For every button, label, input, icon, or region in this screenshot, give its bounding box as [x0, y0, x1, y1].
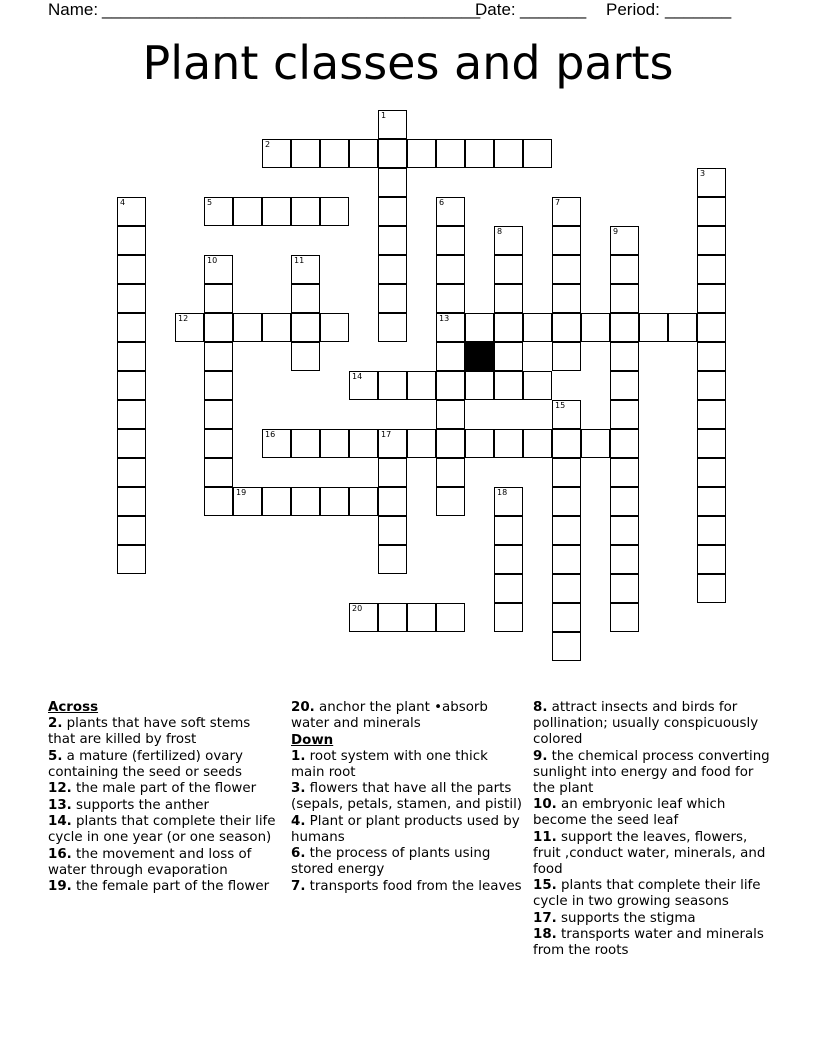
clue-text: anchor the plant •absorb water and minerals [291, 700, 488, 731]
clue-text: transports water and minerals from the roots [533, 927, 764, 958]
grid-cell[interactable] [610, 516, 639, 545]
clue-item [291, 814, 523, 846]
grid-cell[interactable] [610, 574, 639, 603]
grid-cell[interactable] [697, 545, 726, 574]
period-line[interactable]: _______ [665, 0, 732, 19]
grid-cell[interactable] [494, 603, 523, 632]
clue-number: 18 [497, 488, 508, 497]
grid-cell[interactable] [262, 487, 291, 516]
grid-cell[interactable] [610, 313, 639, 342]
grid-cell[interactable] [697, 516, 726, 545]
grid-cell[interactable] [262, 139, 291, 168]
grid-cell[interactable] [349, 371, 378, 400]
grid-cell[interactable] [697, 168, 726, 197]
grid-cell[interactable] [117, 487, 146, 516]
grid-cell[interactable] [552, 255, 581, 284]
clue-number: 12 [178, 314, 189, 323]
grid-cell[interactable] [581, 429, 610, 458]
grid-cell[interactable] [697, 284, 726, 313]
clue-item [48, 814, 280, 846]
clue-item [533, 927, 773, 959]
clue-text: the chemical process converting sunlight into energy and food for the plant [533, 748, 770, 796]
grid-cell[interactable] [204, 342, 233, 371]
clue-item [291, 749, 523, 781]
grid-cell[interactable] [117, 313, 146, 342]
grid-cell[interactable] [436, 487, 465, 516]
grid-cell[interactable] [697, 487, 726, 516]
grid-cell[interactable] [523, 371, 552, 400]
clue-number: 16 [265, 430, 276, 439]
clue-item [291, 781, 523, 813]
grid-cell[interactable] [407, 429, 436, 458]
date-line[interactable]: _______ [520, 0, 587, 19]
grid-cell[interactable] [610, 603, 639, 632]
grid-cell[interactable] [175, 313, 204, 342]
clue-text: supports the stigma [561, 910, 696, 926]
grid-cell[interactable] [117, 284, 146, 313]
grid-cell[interactable] [436, 429, 465, 458]
grid-cell[interactable] [204, 371, 233, 400]
grid-cell[interactable] [697, 371, 726, 400]
grid-cell[interactable] [262, 313, 291, 342]
grid-cell[interactable] [291, 284, 320, 313]
clue-number: 9. [533, 748, 548, 764]
name-label: Name: [48, 0, 99, 19]
grid-cell[interactable] [204, 429, 233, 458]
grid-cell[interactable] [117, 371, 146, 400]
clue-item [291, 879, 523, 895]
grid-cell[interactable] [117, 226, 146, 255]
clue-number: 19 [236, 488, 247, 497]
clue-text: root system with one thick main root [291, 748, 488, 780]
grid-cell[interactable] [378, 429, 407, 458]
grid-cell[interactable] [378, 168, 407, 197]
name-line[interactable]: ________________________________________ [102, 0, 481, 19]
grid-cell[interactable] [552, 545, 581, 574]
clue-number: 10 [207, 256, 218, 265]
grid-cell[interactable] [552, 574, 581, 603]
grid-cell[interactable] [204, 255, 233, 284]
grid-cell[interactable] [436, 255, 465, 284]
grid-cell[interactable] [552, 632, 581, 661]
grid-cell[interactable] [378, 226, 407, 255]
down-heading: Down [291, 732, 334, 748]
clue-column-1 [48, 700, 280, 896]
grid-cell[interactable] [697, 400, 726, 429]
grid-cell[interactable] [436, 226, 465, 255]
clue-number: 11. [533, 829, 557, 845]
grid-cell[interactable] [436, 284, 465, 313]
grid-cell[interactable] [349, 487, 378, 516]
grid-cell[interactable] [552, 226, 581, 255]
grid-cell[interactable] [378, 458, 407, 487]
clue-number: 1 [381, 111, 387, 120]
grid-cell[interactable] [320, 197, 349, 226]
clue-number: 17 [381, 430, 392, 439]
grid-cell[interactable] [668, 313, 697, 342]
clue-text: plants that complete their life cycle in two growing seasons [533, 878, 761, 909]
clue-text: the movement and loss of water through evaporation [48, 846, 252, 878]
grid-cell[interactable] [291, 487, 320, 516]
clue-text: a mature (fertilized) ovary containing the seed or seeds [48, 748, 243, 780]
grid-cell[interactable] [552, 516, 581, 545]
grid-cell[interactable] [436, 313, 465, 342]
grid-cell[interactable] [697, 226, 726, 255]
clue-number: 11 [294, 256, 305, 265]
clue-number: 18. [533, 927, 557, 942]
grid-cell[interactable] [378, 284, 407, 313]
across-heading: Across [48, 700, 99, 715]
grid-cell[interactable] [523, 139, 552, 168]
grid-cell[interactable] [291, 255, 320, 284]
clue-number: 15 [555, 401, 566, 410]
grid-cell[interactable] [378, 516, 407, 545]
clue-text: the process of plants using stored energy [291, 846, 491, 877]
grid-cell[interactable] [436, 603, 465, 632]
grid-cell[interactable] [204, 487, 233, 516]
grid-cell[interactable] [697, 313, 726, 342]
clue-number: 8. [533, 700, 548, 715]
grid-cell[interactable] [349, 429, 378, 458]
grid-cell[interactable] [494, 545, 523, 574]
grid-cell[interactable] [697, 197, 726, 226]
grid-cell[interactable] [233, 197, 262, 226]
clue-number: 9 [613, 227, 619, 236]
clue-number: 10. [533, 797, 557, 812]
grid-cell[interactable] [697, 429, 726, 458]
clue-number: 6. [291, 846, 306, 861]
grid-cell[interactable] [204, 400, 233, 429]
clue-number: 4. [291, 813, 306, 829]
grid-cell[interactable] [378, 603, 407, 632]
clue-text: attract insects and birds for pollination; usually conspicuously colored [533, 700, 759, 747]
clue-item [48, 847, 280, 879]
clue-number: 15. [533, 878, 557, 893]
grid-cell[interactable] [494, 284, 523, 313]
grid-cell[interactable] [378, 371, 407, 400]
grid-cell[interactable] [233, 487, 262, 516]
grid-cell[interactable] [610, 400, 639, 429]
clue-text: flowers that have all the parts (sepals, petals, stamen, and pistil) [291, 781, 523, 812]
grid-cell[interactable] [262, 429, 291, 458]
grid-cell[interactable] [610, 545, 639, 574]
grid-cell[interactable] [291, 429, 320, 458]
grid-cell[interactable] [436, 342, 465, 371]
grid-cell[interactable] [117, 429, 146, 458]
black-square [465, 342, 494, 371]
clue-item [48, 798, 280, 814]
grid-cell[interactable] [610, 255, 639, 284]
grid-cell[interactable] [378, 139, 407, 168]
clue-number: 2 [265, 140, 271, 149]
grid-cell[interactable] [494, 139, 523, 168]
clue-number: 2. [48, 716, 63, 731]
grid-cell[interactable] [552, 284, 581, 313]
clue-number: 4 [120, 198, 126, 207]
clue-number: 8 [497, 227, 503, 236]
grid-cell[interactable] [610, 226, 639, 255]
grid-cell[interactable] [697, 255, 726, 284]
clue-text: supports the anther [76, 797, 210, 813]
clue-item [48, 716, 280, 748]
grid-cell[interactable] [349, 139, 378, 168]
grid-cell[interactable] [494, 226, 523, 255]
grid-cell[interactable] [320, 313, 349, 342]
grid-cell[interactable] [494, 255, 523, 284]
clue-number: 19. [48, 879, 72, 894]
clue-number: 1. [291, 748, 306, 764]
grid-cell[interactable] [117, 516, 146, 545]
grid-cell[interactable] [581, 313, 610, 342]
grid-cell[interactable] [610, 284, 639, 313]
clue-number: 17. [533, 910, 557, 926]
clue-number: 12. [48, 781, 72, 796]
clue-number: 16. [48, 846, 72, 862]
grid-cell[interactable] [494, 371, 523, 400]
grid-cell[interactable] [117, 545, 146, 574]
grid-cell[interactable] [552, 458, 581, 487]
clue-number: 6 [439, 198, 445, 207]
grid-cell[interactable] [552, 197, 581, 226]
grid-cell[interactable] [320, 139, 349, 168]
grid-cell[interactable] [465, 139, 494, 168]
clue-item [48, 749, 280, 781]
date-label: Date: [475, 0, 516, 19]
grid-cell[interactable] [552, 487, 581, 516]
clue-item [533, 878, 773, 910]
grid-cell[interactable] [639, 313, 668, 342]
grid-cell[interactable] [117, 458, 146, 487]
grid-cell[interactable] [552, 342, 581, 371]
clue-text: plants that have soft stems that are killed by frost [48, 716, 251, 747]
clue-item [533, 797, 773, 829]
clue-item [533, 830, 773, 878]
grid-cell[interactable] [407, 603, 436, 632]
grid-cell[interactable] [552, 429, 581, 458]
grid-cell[interactable] [523, 313, 552, 342]
grid-cell[interactable] [494, 487, 523, 516]
grid-cell[interactable] [204, 458, 233, 487]
grid-cell[interactable] [697, 574, 726, 603]
grid-cell[interactable] [407, 139, 436, 168]
clue-text: support the leaves, flowers, fruit ,conduct water, minerals, and food [533, 829, 766, 877]
grid-cell[interactable] [117, 255, 146, 284]
grid-cell[interactable] [436, 371, 465, 400]
grid-cell[interactable] [204, 197, 233, 226]
grid-cell[interactable] [262, 197, 291, 226]
grid-cell[interactable] [552, 400, 581, 429]
grid-cell[interactable] [610, 371, 639, 400]
grid-cell[interactable] [494, 574, 523, 603]
grid-cell[interactable] [320, 487, 349, 516]
clue-number: 14. [48, 814, 72, 829]
grid-cell[interactable] [291, 313, 320, 342]
clue-number: 5. [48, 748, 63, 764]
clue-item [48, 879, 280, 895]
grid-cell[interactable] [204, 313, 233, 342]
grid-cell[interactable] [610, 458, 639, 487]
clue-number: 5 [207, 198, 213, 207]
period-label: Period: [606, 0, 660, 19]
clue-item [533, 749, 773, 797]
grid-cell[interactable] [610, 487, 639, 516]
grid-cell[interactable] [378, 487, 407, 516]
grid-cell[interactable] [117, 342, 146, 371]
grid-cell[interactable] [407, 371, 436, 400]
grid-cell[interactable] [117, 400, 146, 429]
grid-cell[interactable] [378, 313, 407, 342]
grid-cell[interactable] [378, 110, 407, 139]
grid-cell[interactable] [610, 429, 639, 458]
clue-item [291, 700, 523, 732]
clue-number: 13 [439, 314, 450, 323]
clue-text: an embryonic leaf which become the seed leaf [533, 797, 726, 828]
grid-cell[interactable] [204, 284, 233, 313]
grid-cell[interactable] [349, 603, 378, 632]
clue-text: the female part of the flower [76, 879, 270, 894]
grid-cell[interactable] [494, 342, 523, 371]
grid-cell[interactable] [378, 545, 407, 574]
grid-cell[interactable] [436, 197, 465, 226]
grid-cell[interactable] [291, 342, 320, 371]
clue-number: 20. [291, 700, 315, 715]
grid-cell[interactable] [378, 255, 407, 284]
clue-item [48, 781, 280, 797]
clue-text: Plant or plant products used by humans [291, 813, 520, 845]
clue-text: plants that complete their life cycle in one year (or one season) [48, 814, 276, 845]
grid-cell[interactable] [320, 429, 349, 458]
clue-number: 20 [352, 604, 363, 613]
clue-number: 3 [700, 169, 706, 178]
clue-item [533, 700, 773, 748]
clue-item [291, 846, 523, 878]
grid-cell[interactable] [291, 197, 320, 226]
clue-text: the male part of the flower [76, 781, 257, 796]
grid-cell[interactable] [465, 313, 494, 342]
grid-cell[interactable] [494, 516, 523, 545]
grid-cell[interactable] [552, 603, 581, 632]
grid-cell[interactable] [436, 400, 465, 429]
grid-cell[interactable] [697, 458, 726, 487]
clue-number: 7. [291, 878, 306, 894]
grid-cell[interactable] [494, 429, 523, 458]
grid-cell[interactable] [436, 139, 465, 168]
clue-number: 7 [555, 198, 561, 207]
grid-cell[interactable] [494, 313, 523, 342]
grid-cell[interactable] [465, 429, 494, 458]
grid-cell[interactable] [291, 139, 320, 168]
grid-cell[interactable] [523, 429, 552, 458]
clue-number: 13. [48, 797, 72, 813]
clue-column-3 [533, 700, 773, 960]
grid-cell[interactable] [552, 313, 581, 342]
clue-number: 14 [352, 372, 363, 381]
grid-cell[interactable] [610, 342, 639, 371]
page-title: Plant classes and parts [142, 36, 674, 90]
clue-text: transports food from the leaves [309, 878, 522, 894]
grid-cell[interactable] [465, 371, 494, 400]
clue-number: 3. [291, 781, 306, 796]
grid-cell[interactable] [378, 197, 407, 226]
grid-cell[interactable] [117, 197, 146, 226]
grid-cell[interactable] [233, 313, 262, 342]
grid-cell[interactable] [436, 458, 465, 487]
clue-column-2 [291, 700, 523, 895]
clue-item [533, 911, 773, 927]
grid-cell[interactable] [697, 342, 726, 371]
